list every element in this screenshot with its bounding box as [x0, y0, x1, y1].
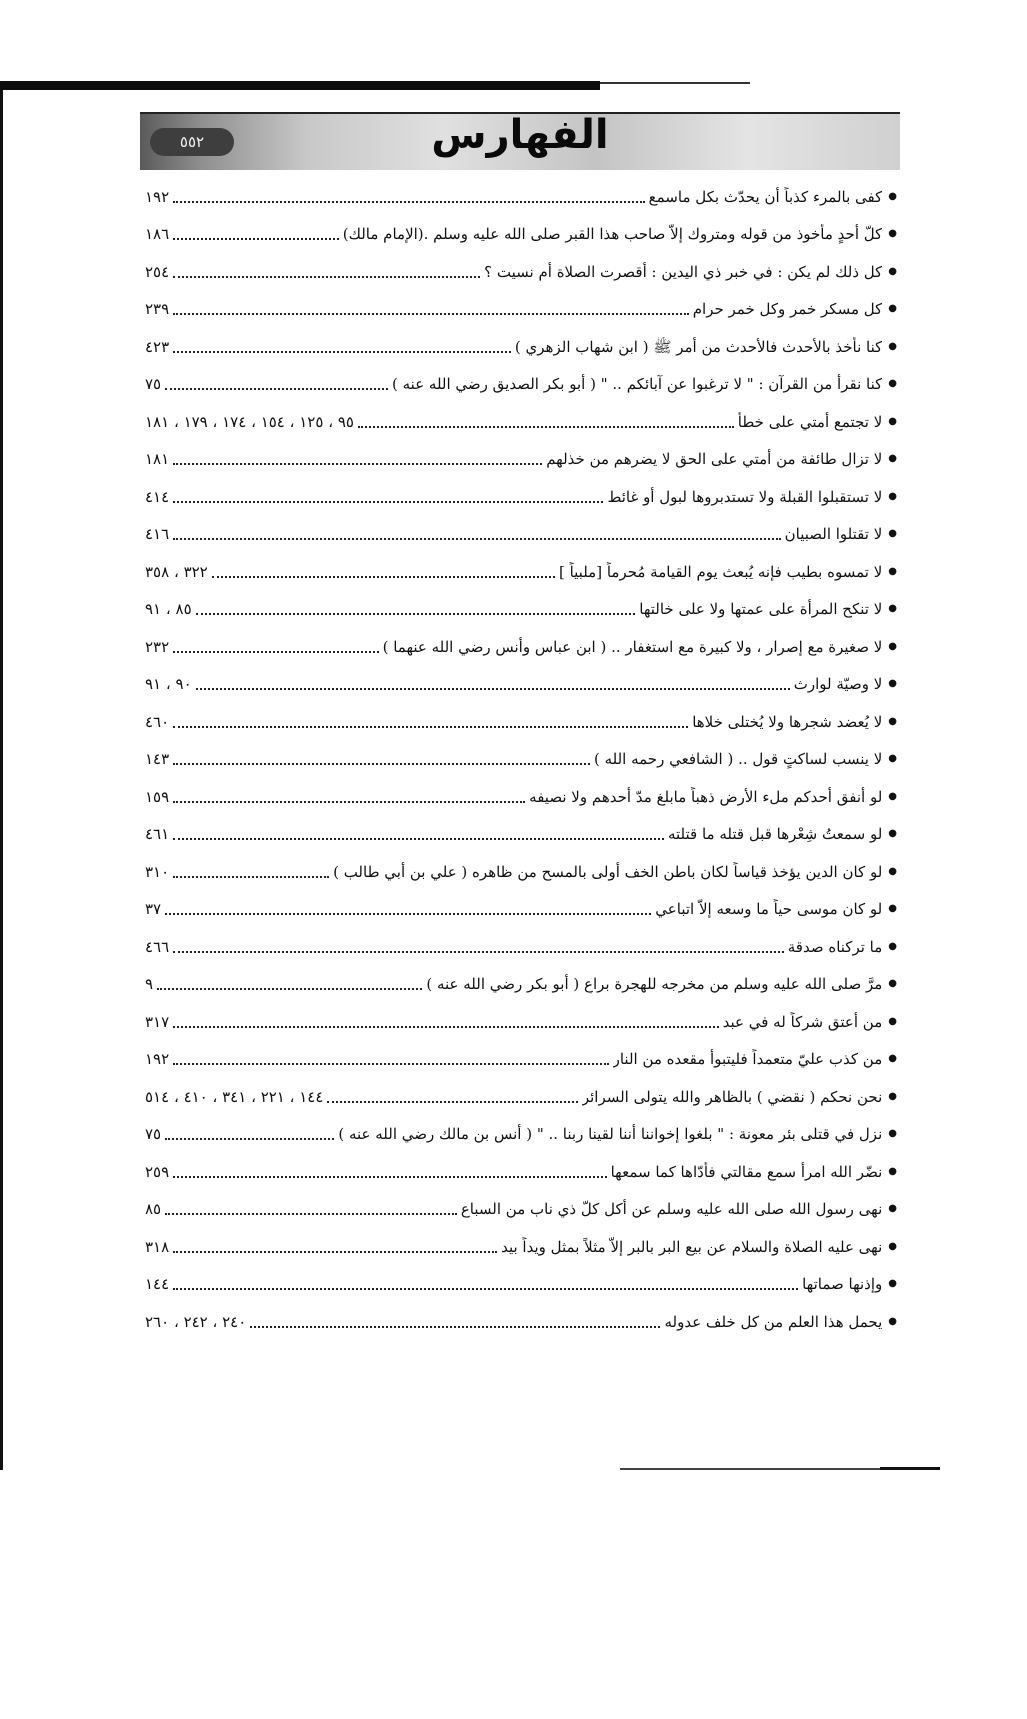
entry-text: من أعتق شركاً له في عبد [722, 1012, 883, 1031]
dot-leader [173, 499, 603, 503]
dot-leader [173, 649, 378, 653]
dot-leader [173, 1286, 798, 1290]
dot-leader [196, 686, 790, 690]
bullet-icon: ● [888, 415, 897, 427]
entry-text: نضّر الله امرأً سمع مقالتي فأدّاها كما سمعها [610, 1162, 883, 1181]
index-list [145, 178, 897, 1341]
bullet-icon: ● [888, 340, 897, 352]
entry-text: ما تركناه صدقة [787, 937, 883, 956]
index-entry [145, 1116, 897, 1154]
entry-page-refs: ١٤٤ [145, 1275, 170, 1294]
entry-text: نزل في قتلى بئر معونة : " بلغوا إخواننا أننا لقينا ربنا .. " ( أنس بن مالك رضي الله عنه ) [338, 1125, 883, 1144]
entry-page-refs: ١٨١ [145, 450, 170, 469]
entry-page-refs: ٩٠ ، ٩١ [145, 675, 192, 694]
index-entry [145, 553, 897, 591]
entry-page-refs: ٨٥ ، ٩١ [145, 600, 192, 619]
bullet-icon: ● [888, 378, 897, 390]
entry-text: كل ذلك لم يكن : في خبر ذي اليدين : أقصرت الصلاة أم نسيت ؟ [484, 262, 883, 281]
index-entry [145, 1078, 897, 1116]
index-entry [145, 291, 897, 329]
bullet-icon: ● [888, 865, 897, 877]
dot-leader [173, 199, 644, 203]
index-entry [145, 403, 897, 441]
bullet-icon: ● [888, 1090, 897, 1102]
entry-page-refs: ١٥٩ [145, 787, 170, 806]
bullet-icon: ● [888, 453, 897, 465]
dot-leader [173, 799, 525, 803]
entry-page-refs: ٤١٦ [145, 525, 170, 544]
entry-text: مرَّ صلى الله عليه وسلم من مخرجه للهجرة براعٍ ( أبو بكر رضي الله عنه ) [426, 975, 883, 994]
dot-leader [196, 611, 636, 615]
dot-leader [173, 949, 784, 953]
bullet-icon: ● [888, 1128, 897, 1140]
bullet-icon: ● [888, 940, 897, 952]
entry-text: لو سمعتُ شِعْرها قبل قتله ما قتلته [667, 825, 883, 844]
entry-page-refs: ٧٥ [145, 375, 162, 394]
entry-page-refs: ٤٦٠ [145, 712, 170, 731]
entry-page-refs: ٤١٤ [145, 487, 170, 506]
index-entry [145, 928, 897, 966]
bullet-icon: ● [888, 565, 897, 577]
dot-leader [358, 424, 734, 428]
index-entry [145, 1228, 897, 1266]
bullet-icon: ● [888, 228, 897, 240]
index-entry [145, 216, 897, 254]
bullet-icon: ● [888, 753, 897, 765]
dot-leader [165, 386, 388, 390]
entry-text: لا تمسوه بطيب فإنه يُبعث يوم القيامة مُحرماً [ملبياً ] [558, 562, 883, 581]
entry-page-refs: ٩٥ ، ١٢٥ ، ١٥٤ ، ١٧٤ ، ١٧٩ ، ١٨١ [145, 412, 354, 431]
index-entry [145, 253, 897, 291]
entry-page-refs: ٤٢٣ [145, 337, 170, 356]
entry-page-refs: ٢٥٤ [145, 262, 170, 281]
entry-page-refs: ٣٢٢ ، ٣٥٨ [145, 562, 208, 581]
entry-text: لو كان موسى حياً ما وسعه إلاّ اتباعي [655, 900, 883, 919]
entry-text: من كذب عليّ متعمداً فليتبوأ مقعده من النار [612, 1050, 883, 1069]
dot-leader [165, 911, 651, 915]
entry-text: لا صغيرة مع إصرار ، ولا كبيرة مع استغفار .. ( ابن عباس وأنس رضي الله عنهما ) [382, 637, 883, 656]
index-entry [145, 516, 897, 554]
bullet-icon: ● [888, 1240, 897, 1252]
index-entry [145, 741, 897, 779]
index-entry [145, 366, 897, 404]
dot-leader [165, 1211, 457, 1215]
entry-page-refs: ٧٥ [145, 1125, 162, 1144]
bullet-icon: ● [888, 678, 897, 690]
dot-leader [173, 1174, 606, 1178]
entry-text: لا تنكح المرأة على عمتها ولا على خالتها [639, 600, 883, 619]
entry-page-refs: ٤٦١ [145, 825, 170, 844]
dot-leader [173, 349, 511, 353]
dot-leader [173, 1024, 718, 1028]
entry-text: لا ينسب لساكتٍ قول .. ( الشافعي رحمه الله ) [593, 750, 883, 769]
bullet-icon: ● [888, 978, 897, 990]
entry-page-refs: ١٨٦ [145, 225, 170, 244]
index-entry [145, 1266, 897, 1304]
entry-text: كفى بالمرء كذباً أن يحدّث بكل ماسمع [648, 187, 883, 206]
entry-page-refs: ١٤٤ ، ٢٢١ ، ٣٤١ ، ٤١٠ ، ٥١٤ [145, 1087, 324, 1106]
entry-text: وإذنها صماتها [802, 1275, 883, 1294]
index-entry [145, 891, 897, 929]
bullet-icon: ● [888, 190, 897, 202]
entry-page-refs: ٣٧ [145, 900, 162, 919]
entry-text: يحمل هذا العلم من كل خلف عدوله [664, 1312, 883, 1331]
entry-page-refs: ٣١٧ [145, 1012, 170, 1031]
entry-text: لا يُعضد شجرها ولا يُختلى خلاها [692, 712, 883, 731]
index-entry [145, 703, 897, 741]
dot-leader [173, 1061, 608, 1065]
dot-leader [173, 311, 689, 315]
entry-text: لا تزال طائفة من أمتي على الحق لا يضرهم من خذلهم [546, 450, 883, 469]
entry-page-refs: ٢٥٩ [145, 1162, 170, 1181]
dot-leader [173, 874, 329, 878]
entry-text: لا تستقبلوا القبلة ولا تستدبروها لبول أو غائط [607, 487, 883, 506]
bottom-rule [620, 1468, 920, 1470]
entry-text: لو أنفق أحدكم ملء الأرض ذهباً مابلغ مدّ أحدهم ولا نصيفه [529, 787, 883, 806]
page-left-edge [0, 90, 3, 1470]
dot-leader [250, 1324, 660, 1328]
bottom-rule-accent [880, 1467, 940, 1470]
dot-leader [173, 461, 542, 465]
bullet-icon: ● [888, 1015, 897, 1027]
entry-text: كنا نقرأ من القرآن : " لا ترغبوا عن آبائكم .. " ( أبو بكر الصديق رضي الله عنه ) [392, 375, 883, 394]
entry-page-refs: ٣١٠ [145, 862, 170, 881]
index-entry [145, 1303, 897, 1341]
entry-page-refs: ١٩٢ [145, 1050, 170, 1069]
entry-page-refs: ٨٥ [145, 1200, 162, 1219]
dot-leader [173, 724, 688, 728]
dot-leader [327, 1099, 577, 1103]
bullet-icon: ● [888, 790, 897, 802]
dot-leader [173, 236, 339, 240]
bullet-icon: ● [888, 903, 897, 915]
bullet-icon: ● [888, 603, 897, 615]
top-rule-thin [600, 82, 750, 84]
bullet-icon: ● [888, 1053, 897, 1065]
index-entry [145, 1153, 897, 1191]
index-entry [145, 478, 897, 516]
index-entry [145, 816, 897, 854]
page-number: ٥٥٢ [150, 128, 234, 156]
bullet-icon: ● [888, 528, 897, 540]
index-entry [145, 328, 897, 366]
entry-text: نهى رسول الله صلى الله عليه وسلم عن أكل كلّ ذي ناب من السباع [460, 1200, 883, 1219]
index-entry [145, 1041, 897, 1079]
entry-text: نهى عليه الصلاة والسلام عن بيع البر بالبر إلاّ مثلاً بمثل ويداً بيد [501, 1237, 883, 1256]
bullet-icon: ● [888, 303, 897, 315]
entry-text: لو كان الدين يؤخذ قياساً لكان باطن الخف أولى بالمسح من ظاهره ( علي بن أبي طالب ) [333, 862, 883, 881]
bullet-icon: ● [888, 1203, 897, 1215]
entry-text: نحن نحكم ( نقضي ) بالظاهر والله يتولى السرائر [581, 1087, 883, 1106]
bullet-icon: ● [888, 1165, 897, 1177]
entry-text: لا تجتمع أمتي على خطأ [737, 412, 883, 431]
dot-leader [212, 574, 555, 578]
dot-leader [173, 536, 780, 540]
entry-page-refs: ٤٦٦ [145, 937, 170, 956]
entry-page-refs: ٢٤٠ ، ٢٤٢ ، ٢٦٠ [145, 1312, 247, 1331]
entry-page-refs: ٢٣٩ [145, 300, 170, 319]
entry-page-refs: ١٩٢ [145, 187, 170, 206]
index-entry [145, 1003, 897, 1041]
dot-leader [173, 761, 590, 765]
bullet-icon: ● [888, 490, 897, 502]
bullet-icon: ● [888, 1315, 897, 1327]
index-entry [145, 591, 897, 629]
dot-leader [173, 1249, 497, 1253]
dot-leader [165, 1136, 334, 1140]
bullet-icon: ● [888, 1278, 897, 1290]
entry-text: لا وصيّة لوارث [793, 675, 883, 694]
bullet-icon: ● [888, 828, 897, 840]
entry-page-refs: ٣١٨ [145, 1237, 170, 1256]
bullet-icon: ● [888, 265, 897, 277]
entry-text: كلّ أحدٍ مأخوذ من قوله ومتروك إلاّ صاحب هذا القبر صلى الله عليه وسلم .(الإمام مالك) [342, 225, 883, 244]
entry-text: كل مسكر خمر وكل خمر حرام [692, 300, 883, 319]
index-entry [145, 441, 897, 479]
bullet-icon: ● [888, 640, 897, 652]
index-entry [145, 666, 897, 704]
top-rule [0, 81, 600, 90]
entry-page-refs: ١٤٣ [145, 750, 170, 769]
index-entry [145, 178, 897, 216]
entry-text: كنا نأخذ بالأحدث فالأحدث من أمر ﷺ ( ابن شهاب الزهري ) [514, 337, 883, 356]
index-entry [145, 853, 897, 891]
dot-leader [157, 986, 422, 990]
index-entry [145, 778, 897, 816]
index-entry [145, 966, 897, 1004]
index-entry [145, 1191, 897, 1229]
bullet-icon: ● [888, 715, 897, 727]
dot-leader [173, 274, 480, 278]
entry-text: لا تقتلوا الصبيان [784, 525, 883, 544]
index-entry [145, 628, 897, 666]
entry-page-refs: ٢٣٢ [145, 637, 170, 656]
entry-page-refs: ٩ [145, 975, 154, 994]
page-title: الفهارس [431, 112, 609, 158]
dot-leader [173, 836, 664, 840]
